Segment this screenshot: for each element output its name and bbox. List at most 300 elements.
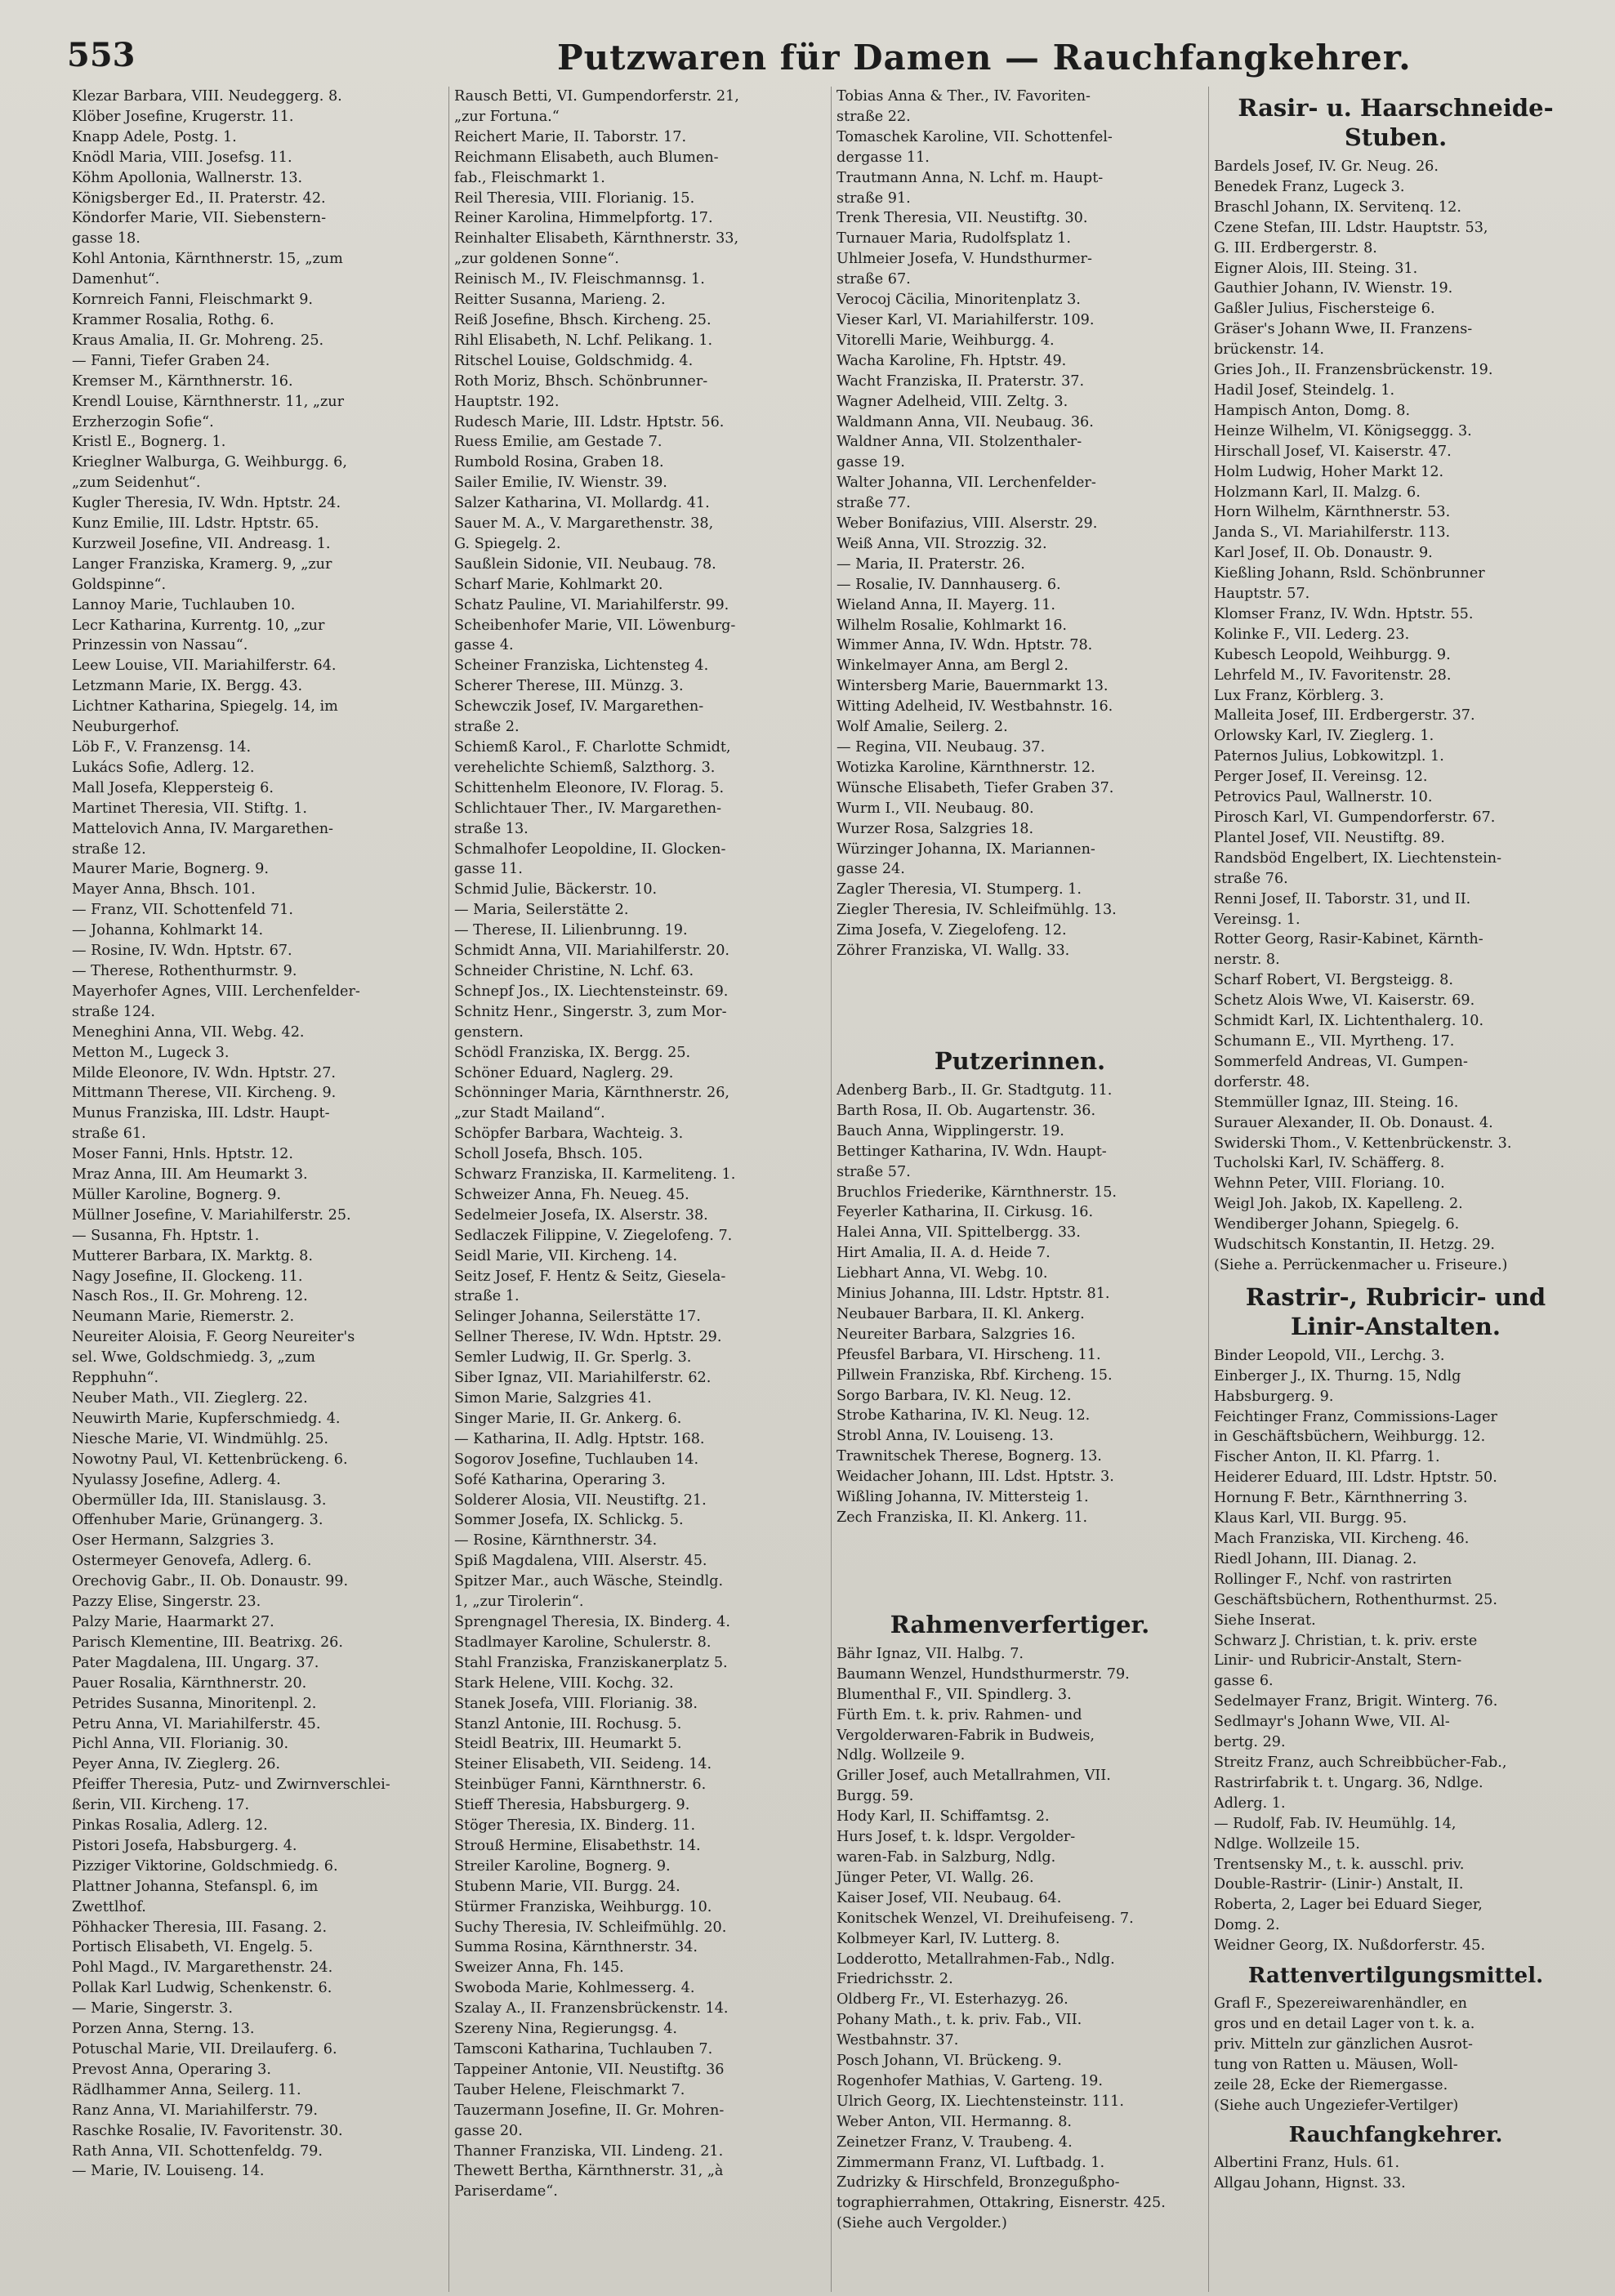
- directory-entry: straße 22.: [836, 108, 911, 125]
- directory-entry: in Geschäftsbüchern, Weihburgg. 12.: [1214, 1429, 1486, 1446]
- page-number: 553: [67, 36, 136, 74]
- directory-entry: Seitz Josef, F. Hentz & Seitz, Giesela-: [454, 1268, 726, 1285]
- directory-entry: Letzmann Marie, IX. Bergg. 43.: [72, 678, 303, 695]
- directory-entry: Müller Karoline, Bognerg. 9.: [72, 1186, 282, 1203]
- directory-entry: gasse 18.: [72, 230, 141, 247]
- directory-entry: — Susanna, Fh. Hptstr. 1.: [72, 1227, 260, 1244]
- directory-entry: gasse 6.: [1214, 1673, 1274, 1690]
- directory-entry: Meneghini Anna, VII. Webg. 42.: [72, 1023, 305, 1041]
- directory-entry: Schmalhofer Leopoldine, II. Glocken-: [454, 840, 726, 858]
- directory-entry: Konitschek Wenzel, VI. Dreihufeiseng. 7.: [836, 1910, 1134, 1927]
- directory-entry: Pillwein Franziska, Rbf. Kircheng. 15.: [836, 1366, 1113, 1384]
- directory-entry: Schöner Eduard, Naglerg. 29.: [454, 1064, 674, 1081]
- directory-entry: Schittenhelm Eleonore, IV. Florag. 5.: [454, 779, 725, 796]
- directory-entry: Reil Theresia, VIII. Florianig. 15.: [454, 189, 695, 207]
- directory-entry: Klomser Franz, IV. Wdn. Hptstr. 55.: [1214, 605, 1474, 622]
- directory-entry: Swoboda Marie, Kohlmesserg. 4.: [454, 1980, 695, 1997]
- entries-group: [1214, 1994, 1577, 2115]
- directory-entry: Pirosch Karl, VI. Gumpendorferstr. 67.: [1214, 809, 1496, 826]
- directory-entry: Prevost Anna, Operaring 3.: [72, 2061, 271, 2078]
- directory-entry: Oser Hermann, Salzgries 3.: [72, 1532, 274, 1549]
- directory-entry: Stanzl Antonie, III. Rochusg. 5.: [454, 1715, 682, 1732]
- directory-entry: Kremser M., Kärnthnerstr. 16.: [72, 372, 293, 390]
- directory-entry: Vieser Karl, VI. Mariahilferstr. 109.: [836, 311, 1095, 328]
- directory-entry: straße 76.: [1214, 870, 1288, 887]
- directory-entry: Zeinetzer Franz, V. Traubeng. 4.: [836, 2133, 1073, 2151]
- directory-entry: Lukács Sofie, Adlerg. 12.: [72, 759, 255, 776]
- directory-entry: Schöpfer Barbara, Wachteig. 3.: [454, 1126, 684, 1143]
- directory-entry: Ruess Emilie, am Gestade 7.: [454, 434, 663, 451]
- directory-entry: Posch Johann, VI. Brückeng. 9.: [836, 2053, 1062, 2070]
- directory-entry: Mutterer Barbara, IX. Marktg. 8.: [72, 1247, 313, 1264]
- directory-entry: Orlowsky Karl, IV. Zieglerg. 1.: [1214, 728, 1434, 745]
- directory-entry: Oldberg Fr., VI. Esterhazyg. 26.: [836, 1991, 1068, 2008]
- directory-entry: Pfeusfel Barbara, VI. Hirscheng. 11.: [836, 1346, 1101, 1363]
- directory-entry: Ziegler Theresia, IV. Schleifmühlg. 13.: [836, 902, 1117, 919]
- directory-entry: Holzmann Karl, II. Malzg. 6.: [1214, 484, 1421, 501]
- directory-entry: Verocoj Cäcilia, Minoritenplatz 3.: [836, 292, 1081, 309]
- directory-entry: Pöhhacker Theresia, III. Fasang. 2.: [72, 1919, 328, 1936]
- directory-entry: Schnitz Henr., Singerstr. 3, zum Mor-: [454, 1003, 727, 1020]
- column-1: [67, 87, 449, 2292]
- directory-entry: Kraus Amalia, II. Gr. Mohreng. 25.: [72, 332, 324, 349]
- directory-entry: Strobe Katharina, IV. Kl. Neug. 12.: [836, 1407, 1091, 1424]
- directory-entry: „zum Seidenhut“.: [72, 475, 201, 492]
- text-columns: [67, 87, 1582, 2292]
- directory-entry: Sauer M. A., V. Margarethenstr. 38,: [454, 515, 714, 533]
- directory-entry: Krendl Louise, Kärnthnerstr. 11, „zur: [72, 393, 345, 410]
- directory-entry: Sedlmayr's Johann Wwe, VII. Al-: [1214, 1714, 1450, 1731]
- directory-entry: Suchy Theresia, IV. Schleifmühlg. 20.: [454, 1919, 727, 1936]
- directory-entry: gros und en detail Lager von t. k. a.: [1214, 2015, 1475, 2032]
- directory-entry: Reiner Karolina, Himmelpfortg. 17.: [454, 210, 713, 227]
- directory-entry: Kurzweil Josefine, VII. Andreasg. 1.: [72, 535, 331, 552]
- directory-entry: Sellner Therese, IV. Wdn. Hptstr. 29.: [454, 1329, 722, 1346]
- directory-entry: Pichl Anna, VII. Florianig. 30.: [72, 1736, 289, 1753]
- directory-entry: Jünger Peter, VI. Wallg. 26.: [836, 1869, 1034, 1886]
- directory-entry: Schweizer Anna, Fh. Neueg. 45.: [454, 1186, 689, 1203]
- directory-entry: Hirschall Josef, VI. Kaiserstr. 47.: [1214, 443, 1452, 460]
- entries-group: [836, 87, 1203, 961]
- directory-entry: Pazzy Elise, Singerstr. 23.: [72, 1594, 261, 1611]
- directory-entry: Sedelmayer Franz, Brigit. Winterg. 76.: [1214, 1693, 1498, 1710]
- directory-entry: straße 12.: [72, 840, 146, 858]
- directory-entry: gasse 11.: [454, 861, 523, 878]
- directory-entry: Ranz Anna, VI. Mariahilferstr. 79.: [72, 2102, 318, 2119]
- directory-entry: Pinkas Rosalia, Adlerg. 12.: [72, 1817, 268, 1835]
- directory-entry: Gräser's Johann Wwe, II. Franzens-: [1214, 321, 1473, 338]
- entries-group: [836, 1644, 1203, 2234]
- directory-entry: Weiß Anna, VII. Strozzig. 32.: [836, 535, 1047, 552]
- directory-entry: Heinze Wilhelm, VI. Königseggg. 3.: [1214, 422, 1472, 439]
- directory-entry: Schwarz J. Christian, t. k. priv. erste: [1214, 1632, 1478, 1649]
- directory-entry: Tauber Helene, Fleischmarkt 7.: [454, 2081, 685, 2098]
- directory-entry: (Siehe auch Vergolder.): [836, 2215, 1007, 2232]
- directory-entry: Krieglner Walburga, G. Weihburgg. 6,: [72, 454, 347, 471]
- directory-entry: Schewczik Josef, IV. Margarethen-: [454, 698, 704, 716]
- directory-entry: Würzinger Johanna, IX. Mariannen-: [836, 840, 1095, 858]
- directory-entry: Spiß Magdalena, VIII. Alserstr. 45.: [454, 1553, 707, 1570]
- directory-entry: Swiderski Thom., V. Kettenbrückenstr. 3.: [1214, 1135, 1512, 1152]
- directory-entry: Rihl Elisabeth, N. Lchf. Pelikang. 1.: [454, 332, 713, 349]
- directory-entry: Gries Joh., II. Franzensbrückenstr. 19.: [1214, 362, 1493, 379]
- directory-entry: Kunz Emilie, III. Ldstr. Hptstr. 65.: [72, 515, 319, 533]
- directory-entry: Roth Moriz, Bhsch. Schönbrunner-: [454, 372, 708, 390]
- directory-entry: Solderer Alosia, VII. Neustiftg. 21.: [454, 1491, 707, 1509]
- directory-entry: (Siehe auch Ungeziefer-Vertilger): [1214, 2097, 1459, 2114]
- directory-entry: Lichtner Katharina, Spiegelg. 14, im: [72, 698, 338, 716]
- spacer: [836, 961, 1203, 1040]
- directory-entry: Seidl Marie, VII. Kircheng. 14.: [454, 1247, 678, 1264]
- directory-entry: Perger Josef, II. Vereinsg. 12.: [1214, 769, 1428, 786]
- directory-entry: Habsburgerg. 9.: [1214, 1388, 1334, 1405]
- directory-entry: Gaßler Julius, Fischersteige 6.: [1214, 301, 1435, 318]
- directory-entry: Fischer Anton, II. Kl. Pfarrg. 1.: [1214, 1449, 1440, 1466]
- directory-entry: Simon Marie, Salzgries 41.: [454, 1390, 652, 1407]
- directory-entry: Petrovics Paul, Wallnerstr. 10.: [1214, 789, 1433, 806]
- directory-entry: straße 1.: [454, 1288, 520, 1305]
- running-title: Putzwaren für Damen — Rauchfangkehrer.: [557, 38, 1412, 78]
- directory-entry: Bettinger Katharina, IV. Wdn. Haupt-: [836, 1143, 1107, 1160]
- directory-entry: Weigl Joh. Jakob, IX. Kapelleng. 2.: [1214, 1196, 1463, 1213]
- directory-entry: Königsberger Ed., II. Praterstr. 42.: [72, 189, 326, 207]
- directory-entry: Porzen Anna, Sterng. 13.: [72, 2021, 255, 2038]
- directory-entry: Müllner Josefine, V. Mariahilferstr. 25.: [72, 1206, 351, 1224]
- directory-entry: Rollinger F., Nchf. von rastrirten: [1214, 1571, 1452, 1588]
- directory-entry: Erzherzogin Sofie“.: [72, 413, 214, 430]
- directory-entry: Albertini Franz, Huls. 61.: [1214, 2155, 1400, 2172]
- directory-entry: Nagy Josefine, II. Glockeng. 11.: [72, 1268, 303, 1285]
- directory-entry: dergasse 11.: [836, 149, 930, 166]
- directory-entry: Wurm I., VII. Neubaug. 80.: [836, 800, 1034, 817]
- directory-entry: Sogorov Josefine, Tuchlauben 14.: [454, 1451, 699, 1468]
- directory-entry: Sailer Emilie, IV. Wienstr. 39.: [454, 475, 667, 492]
- directory-entry: Tomaschek Karoline, VII. Schottenfel-: [836, 128, 1113, 145]
- directory-entry: — Marie, IV. Louiseng. 14.: [72, 2163, 265, 2180]
- directory-entry: Pohany Math., t. k. priv. Fab., VII.: [836, 2012, 1082, 2029]
- directory-entry: Parisch Klementine, III. Beatrixg. 26.: [72, 1634, 343, 1651]
- directory-entry: Stürmer Franziska, Weihburgg. 10.: [454, 1898, 712, 1915]
- directory-entry: Metton M., Lugeck 3.: [72, 1044, 230, 1061]
- directory-entry: Kornreich Fanni, Fleischmarkt 9.: [72, 292, 313, 309]
- directory-entry: Schneider Christine, N. Lchf. 63.: [454, 962, 694, 979]
- directory-entry: Thewett Bertha, Kärnthnerstr. 31, „à: [454, 2163, 724, 2180]
- directory-entry: Binder Leopold, VII., Lerchg. 3.: [1214, 1347, 1445, 1364]
- directory-entry: Reitter Susanna, Marieng. 2.: [454, 292, 666, 309]
- directory-entry: Zöhrer Franziska, VI. Wallg. 33.: [836, 943, 1070, 960]
- directory-entry: Plantel Josef, VII. Neustiftg. 89.: [1214, 829, 1445, 846]
- directory-entry: — Johanna, Kohlmarkt 14.: [72, 922, 264, 939]
- directory-entry: Ulrich Georg, IX. Liechtensteinstr. 111.: [836, 2093, 1124, 2110]
- directory-entry: straße 61.: [72, 1126, 146, 1143]
- directory-entry: — Rosine, Kärnthnerstr. 34.: [454, 1532, 658, 1549]
- directory-entry: Waldmann Anna, VII. Neubaug. 36.: [836, 413, 1094, 430]
- directory-entry: Baumann Wenzel, Hundsthurmerstr. 79.: [836, 1665, 1130, 1683]
- directory-entry: Nasch Ros., II. Gr. Mohreng. 12.: [72, 1288, 308, 1305]
- directory-entry: Witting Adelheid, IV. Westbahnstr. 16.: [836, 698, 1113, 716]
- directory-entry: Reichmann Elisabeth, auch Blumen-: [454, 149, 719, 166]
- directory-entry: Szereny Nina, Regierungsg. 4.: [454, 2021, 678, 2038]
- directory-entry: Schnepf Jos., IX. Liechtensteinstr. 69.: [454, 983, 729, 1000]
- directory-entry: Riedl Johann, III. Dianag. 2.: [1214, 1550, 1417, 1567]
- directory-entry: Surauer Alexander, II. Ob. Donaust. 4.: [1214, 1114, 1493, 1131]
- directory-entry: Scharf Robert, VI. Bergsteigg. 8.: [1214, 972, 1453, 989]
- directory-entry: Wehnn Peter, VIII. Floriang. 10.: [1214, 1175, 1445, 1193]
- directory-entry: Mraz Anna, III. Am Heumarkt 3.: [72, 1166, 308, 1184]
- directory-entry: Palzy Marie, Haarmarkt 27.: [72, 1613, 274, 1630]
- directory-entry: Sommerfeld Andreas, VI. Gumpen-: [1214, 1053, 1468, 1070]
- directory-entry: Turnauer Maria, Rudolfsplatz 1.: [836, 230, 1071, 247]
- directory-entry: Kießling Johann, Rsld. Schönbrunner: [1214, 565, 1485, 582]
- directory-entry: (Siehe a. Perrückenmacher u. Friseure.): [1214, 1256, 1508, 1273]
- directory-entry: — Rosalie, IV. Dannhauserg. 6.: [836, 576, 1061, 593]
- entries-group: [1214, 157, 1577, 1276]
- directory-entry: Pfeiffer Theresia, Putz- und Zwirnverschlei-: [72, 1777, 390, 1794]
- directory-entry: Pollak Karl Ludwig, Schenkenstr. 6.: [72, 1980, 332, 1997]
- section-heading: Rahmenverfertiger.: [890, 1610, 1150, 1638]
- directory-entry: Rudesch Marie, III. Ldstr. Hptstr. 56.: [454, 413, 725, 430]
- directory-entry: Wißling Johanna, IV. Mittersteig 1.: [836, 1489, 1089, 1506]
- directory-entry: gasse 24.: [836, 861, 905, 878]
- directory-entry: Czene Stefan, III. Ldstr. Hauptstr. 53,: [1214, 219, 1488, 236]
- directory-entry: Rastrirfabrik t. t. Ungarg. 36, Ndlge.: [1214, 1774, 1483, 1791]
- directory-entry: Fürth Em. t. k. priv. Rahmen- und: [836, 1706, 1082, 1723]
- directory-entry: nerstr. 8.: [1214, 952, 1280, 969]
- directory-entry: Petrides Susanna, Minoritenpl. 2.: [72, 1695, 317, 1712]
- directory-entry: Streiler Karoline, Bognerg. 9.: [454, 1857, 671, 1875]
- directory-entry: Mayer Anna, Bhsch. 101.: [72, 881, 256, 898]
- directory-entry: tung von Ratten u. Mäusen, Woll-: [1214, 2056, 1458, 2073]
- directory-entry: brückenstr. 14.: [1214, 341, 1325, 359]
- directory-entry: Neumann Marie, Riemerstr. 2.: [72, 1308, 295, 1326]
- directory-entry: Ndlg. Wollzeile 9.: [836, 1747, 966, 1764]
- directory-entry: Stubenn Marie, VII. Burgg. 24.: [454, 1878, 680, 1895]
- directory-entry: Schönninger Maria, Kärnthnerstr. 26,: [454, 1085, 730, 1102]
- directory-entry: Wintersberg Marie, Bauernmarkt 13.: [836, 678, 1109, 695]
- directory-entry: — Rudolf, Fab. IV. Heumühlg. 14,: [1214, 1815, 1457, 1832]
- directory-entry: Strobl Anna, IV. Louiseng. 13.: [836, 1428, 1054, 1445]
- directory-entry: Neureiter Barbara, Salzgries 16.: [836, 1326, 1076, 1343]
- directory-entry: Stieff Theresia, Habsburgerg. 9.: [454, 1797, 690, 1814]
- directory-entry: Knapp Adele, Postg. 1.: [72, 128, 237, 145]
- directory-entry: Halei Anna, VII. Spittelbergg. 33.: [836, 1224, 1081, 1242]
- directory-entry: Burgg. 59.: [836, 1788, 914, 1805]
- directory-entry: Double-Rastrir- (Linir-) Anstalt, II.: [1214, 1876, 1464, 1893]
- directory-entry: Lux Franz, Körblerg. 3.: [1214, 687, 1385, 704]
- directory-entry: Spitzer Mar., auch Wäsche, Steindlg.: [454, 1573, 724, 1590]
- directory-entry: Kolinke F., VII. Lederg. 23.: [1214, 626, 1410, 643]
- directory-entry: Schatz Pauline, VI. Mariahilferstr. 99.: [454, 596, 729, 613]
- directory-entry: Bruchlos Friederike, Kärnthnerstr. 15.: [836, 1184, 1117, 1201]
- directory-entry: gasse 4.: [454, 637, 514, 654]
- directory-entry: Liebhart Anna, VI. Webg. 10.: [836, 1265, 1048, 1282]
- directory-entry: Summa Rosina, Kärnthnerstr. 34.: [454, 1939, 698, 1956]
- directory-entry: Reiß Josefine, Bhsch. Kircheng. 25.: [454, 311, 712, 328]
- directory-entry: Trautmann Anna, N. Lchf. m. Haupt-: [836, 169, 1104, 186]
- directory-entry: Eigner Alois, III. Steing. 31.: [1214, 260, 1418, 277]
- directory-entry: Tucholski Karl, IV. Schäfferg. 8.: [1214, 1155, 1445, 1172]
- directory-entry: Schödl Franziska, IX. Bergg. 25.: [454, 1044, 691, 1061]
- directory-entry: Neuber Math., VII. Zieglerg. 22.: [72, 1390, 308, 1407]
- directory-entry: Randsböd Engelbert, IX. Liechtenstein-: [1214, 849, 1502, 867]
- directory-entry: Feyerler Katharina, II. Cirkusg. 16.: [836, 1204, 1094, 1221]
- directory-entry: Kugler Theresia, IV. Wdn. Hptstr. 24.: [72, 495, 341, 512]
- directory-entry: Zudrizky & Hirschfeld, Bronzegußpho-: [836, 2174, 1120, 2191]
- directory-entry: Neuwirth Marie, Kupferschmiedg. 4.: [72, 1410, 341, 1427]
- directory-entry: Rumbold Rosina, Graben 18.: [454, 454, 664, 471]
- directory-entry: — Fanni, Tiefer Graben 24.: [72, 352, 270, 369]
- directory-entry: straße 77.: [836, 495, 911, 512]
- section-heading: Putzerinnen.: [934, 1046, 1106, 1075]
- directory-entry: Obermüller Ida, III. Stanislausg. 3.: [72, 1491, 327, 1509]
- directory-entry: Goldspinne“.: [72, 576, 167, 593]
- directory-entry: Heiderer Eduard, III. Ldstr. Hptstr. 50.: [1214, 1469, 1497, 1487]
- directory-entry: Selinger Johanna, Seilerstätte 17.: [454, 1308, 701, 1326]
- directory-entry: Damenhut“.: [72, 271, 160, 288]
- directory-entry: Scherer Therese, III. Münzg. 3.: [454, 678, 684, 695]
- directory-entry: Nyulassy Josefine, Adlerg. 4.: [72, 1471, 281, 1488]
- directory-entry: Grafl F., Spezereiwarenhändler, en: [1214, 1995, 1467, 2013]
- directory-entry: — Therese, Rothenthurmstr. 9.: [72, 962, 297, 979]
- directory-entry: Petru Anna, VI. Mariahilferstr. 45.: [72, 1715, 321, 1732]
- directory-entry: Ritschel Louise, Goldschmidg. 4.: [454, 352, 694, 369]
- directory-entry: Pizziger Viktorine, Goldschmiedg. 6.: [72, 1857, 338, 1875]
- directory-entry: Singer Marie, II. Gr. Ankerg. 6.: [454, 1410, 682, 1427]
- directory-entry: Weidacher Johann, III. Ldst. Hptstr. 3.: [836, 1469, 1114, 1486]
- directory-entry: Rädlhammer Anna, Seilerg. 11.: [72, 2081, 301, 2098]
- directory-entry: straße 57.: [836, 1163, 911, 1180]
- directory-entry: Munus Franziska, III. Ldstr. Haupt-: [72, 1105, 330, 1122]
- directory-entry: Blumenthal F., VII. Spindlerg. 3.: [836, 1686, 1072, 1703]
- directory-entry: Sprengnagel Theresia, IX. Binderg. 4.: [454, 1613, 730, 1630]
- directory-entry: Karl Josef, II. Ob. Donaustr. 9.: [1214, 545, 1433, 562]
- directory-entry: Niesche Marie, VI. Windmühlg. 25.: [72, 1430, 329, 1447]
- directory-entry: Scheibenhofer Marie, VII. Löwenburg-: [454, 617, 736, 634]
- directory-entry: Lodderotto, Metallrahmen-Fab., Ndlg.: [836, 1950, 1115, 1968]
- directory-entry: Hampisch Anton, Domg. 8.: [1214, 402, 1411, 419]
- directory-entry: G. III. Erdbergerstr. 8.: [1214, 239, 1377, 256]
- directory-entry: Wimmer Anna, IV. Wdn. Hptstr. 78.: [836, 637, 1093, 654]
- directory-entry: Feichtinger Franz, Commissions-Lager: [1214, 1408, 1497, 1425]
- directory-entry: waren-Fab. in Salzburg, Ndlg.: [836, 1848, 1056, 1866]
- column-3: [832, 87, 1209, 2292]
- directory-entry: Schmid Julie, Bäckerstr. 10.: [454, 881, 658, 898]
- directory-entry: Offenhuber Marie, Grünangerg. 3.: [72, 1512, 323, 1529]
- directory-entry: straße 124.: [72, 1003, 155, 1020]
- directory-entry: Siber Ignaz, VII. Mariahilferstr. 62.: [454, 1370, 712, 1387]
- directory-entry: Schiemß Karol., F. Charlotte Schmidt,: [454, 739, 731, 756]
- directory-entry: Steidl Beatrix, III. Heumarkt 5.: [454, 1736, 682, 1753]
- directory-entry: Winkelmayer Anna, am Bergl 2.: [836, 658, 1068, 675]
- directory-entry: Linir- und Rubricir-Anstalt, Stern-: [1214, 1652, 1462, 1670]
- directory-entry: Rausch Betti, VI. Gumpendorferstr. 21,: [454, 88, 739, 105]
- directory-entry: Braschl Johann, IX. Servitenq. 12.: [1214, 198, 1461, 216]
- directory-entry: gasse 20.: [454, 2122, 523, 2139]
- directory-entry: Steiner Elisabeth, VII. Seideng. 14.: [454, 1756, 712, 1773]
- directory-entry: „zur Stadt Mailand“.: [454, 1105, 605, 1122]
- directory-entry: — Regina, VII. Neubaug. 37.: [836, 739, 1046, 756]
- entries-group: [1214, 2153, 1577, 2194]
- directory-entry: Wolf Amalie, Seilerg. 2.: [836, 719, 1008, 736]
- directory-entry: Nowotny Paul, VI. Kettenbrückeng. 6.: [72, 1451, 348, 1468]
- directory-entry: Wacht Franziska, II. Praterstr. 37.: [836, 372, 1085, 390]
- directory-entry: Hauptstr. 192.: [454, 393, 560, 410]
- directory-entry: Reichert Marie, II. Taborstr. 17.: [454, 128, 687, 145]
- directory-entry: Zech Franziska, II. Kl. Ankerg. 11.: [836, 1509, 1088, 1526]
- directory-entry: Kubesch Leopold, Weihburgg. 9.: [1214, 646, 1451, 663]
- directory-entry: Bardels Josef, IV. Gr. Neug. 26.: [1214, 158, 1439, 175]
- directory-entry: Trawnitschek Therese, Bognerg. 13.: [836, 1448, 1102, 1465]
- directory-entry: straße 13.: [454, 820, 529, 837]
- directory-entry: Köhm Apollonia, Wallnerstr. 13.: [72, 169, 303, 186]
- directory-entry: tographierrahmen, Ottakring, Eisnerstr. 425.: [836, 2195, 1166, 2212]
- directory-entry: Adenberg Barb., II. Gr. Stadtgutg. 11.: [836, 1081, 1113, 1099]
- directory-entry: sel. Wwe, Goldschmiedg. 3, „zum: [72, 1349, 315, 1366]
- directory-entry: — Therese, II. Lilienbrunng. 19.: [454, 922, 688, 939]
- directory-entry: Prinzessin von Nassau“.: [72, 637, 248, 654]
- directory-entry: Zwettlhof.: [72, 1898, 146, 1915]
- directory-entry: Schlichtauer Ther., IV. Margarethen-: [454, 800, 722, 817]
- directory-entry: Hauptstr. 57.: [1214, 586, 1310, 603]
- directory-entry: Mall Josefa, Kleppersteig 6.: [72, 779, 274, 796]
- directory-entry: „zur Fortuna.“: [454, 108, 560, 125]
- directory-entry: „zur goldenen Sonne“.: [454, 251, 619, 268]
- directory-entry: Krammer Rosalia, Rothg. 6.: [72, 311, 274, 328]
- directory-entry: Adlerg. 1.: [1214, 1794, 1286, 1812]
- directory-entry: Kolbmeyer Karl, IV. Lutterg. 8.: [836, 1930, 1060, 1947]
- directory-entry: Holm Ludwig, Hoher Markt 12.: [1214, 463, 1444, 480]
- directory-entry: Wacha Karoline, Fh. Hptstr. 49.: [836, 352, 1067, 369]
- directory-entry: Wilhelm Rosalie, Kohlmarkt 16.: [836, 617, 1067, 634]
- directory-entry: Barth Rosa, II. Ob. Augartenstr. 36.: [836, 1102, 1096, 1119]
- directory-entry: — Maria, II. Praterstr. 26.: [836, 555, 1025, 573]
- directory-entry: Westbahnstr. 37.: [836, 2032, 959, 2049]
- directory-entry: Hurs Josef, t. k. ldspr. Vergolder-: [836, 1829, 1076, 1846]
- directory-entry: Plattner Johanna, Stefanspl. 6, im: [72, 1878, 319, 1895]
- directory-entry: Klaus Karl, VII. Burgg. 95.: [1214, 1510, 1408, 1527]
- directory-entry: Geschäftsbüchern, Rothenthurmst. 25.: [1214, 1591, 1497, 1608]
- directory-entry: Gauthier Johann, IV. Wienstr. 19.: [1214, 280, 1453, 297]
- directory-entry: Pauer Rosalia, Kärnthnerstr. 20.: [72, 1674, 307, 1692]
- directory-entry: Stadlmayer Karoline, Schulerstr. 8.: [454, 1634, 712, 1651]
- directory-entry: Thanner Franziska, VII. Lindeng. 21.: [454, 2142, 724, 2160]
- directory-entry: Sedlaczek Filippine, V. Ziegelofeng. 7.: [454, 1227, 733, 1244]
- directory-entry: bertg. 29.: [1214, 1734, 1286, 1751]
- directory-entry: Knödl Maria, VIII. Josefsg. 11.: [72, 149, 292, 166]
- directory-entry: Wudschitsch Konstantin, II. Hetzg. 29.: [1214, 1237, 1496, 1254]
- directory-entry: Trenk Theresia, VII. Neustiftg. 30.: [836, 210, 1088, 227]
- directory-entry: Pariserdame“.: [454, 2183, 558, 2200]
- directory-entry: Hirt Amalia, II. A. d. Heide 7.: [836, 1245, 1051, 1262]
- section-heading: Rastrir-, Rubricir- und Linir-Anstalten.: [1245, 1282, 1546, 1340]
- directory-entry: dorferstr. 48.: [1214, 1073, 1310, 1090]
- directory-entry: Hody Karl, II. Schiffamtsg. 2.: [836, 1808, 1050, 1826]
- directory-entry: Minius Johanna, III. Ldstr. Hptstr. 81.: [836, 1286, 1110, 1303]
- directory-entry: Saußlein Sidonie, VII. Neubaug. 78.: [454, 555, 716, 573]
- directory-entry: Roberta, 2, Lager bei Eduard Sieger,: [1214, 1897, 1483, 1914]
- directory-entry: G. Spiegelg. 2.: [454, 535, 561, 552]
- directory-entry: Steinbüger Fanni, Kärnthnerstr. 6.: [454, 1777, 707, 1794]
- directory-entry: Scharf Marie, Kohlmarkt 20.: [454, 576, 663, 593]
- directory-entry: Klöber Josefine, Krugerstr. 11.: [72, 108, 294, 125]
- directory-entry: — Marie, Singerstr. 3.: [72, 2000, 233, 2017]
- directory-entry: Weidner Georg, IX. Nußdorferstr. 45.: [1214, 1937, 1486, 1955]
- directory-entry: — Franz, VII. Schottenfeld 71.: [72, 902, 293, 919]
- directory-entry: Trentsensky M., t. k. ausschl. priv.: [1214, 1856, 1465, 1873]
- directory-entry: Walter Johanna, VII. Lerchenfelder-: [836, 475, 1096, 492]
- directory-entry: Vereinsg. 1.: [1214, 911, 1300, 928]
- directory-entry: Schwarz Franziska, II. Karmeliteng. 1.: [454, 1166, 736, 1184]
